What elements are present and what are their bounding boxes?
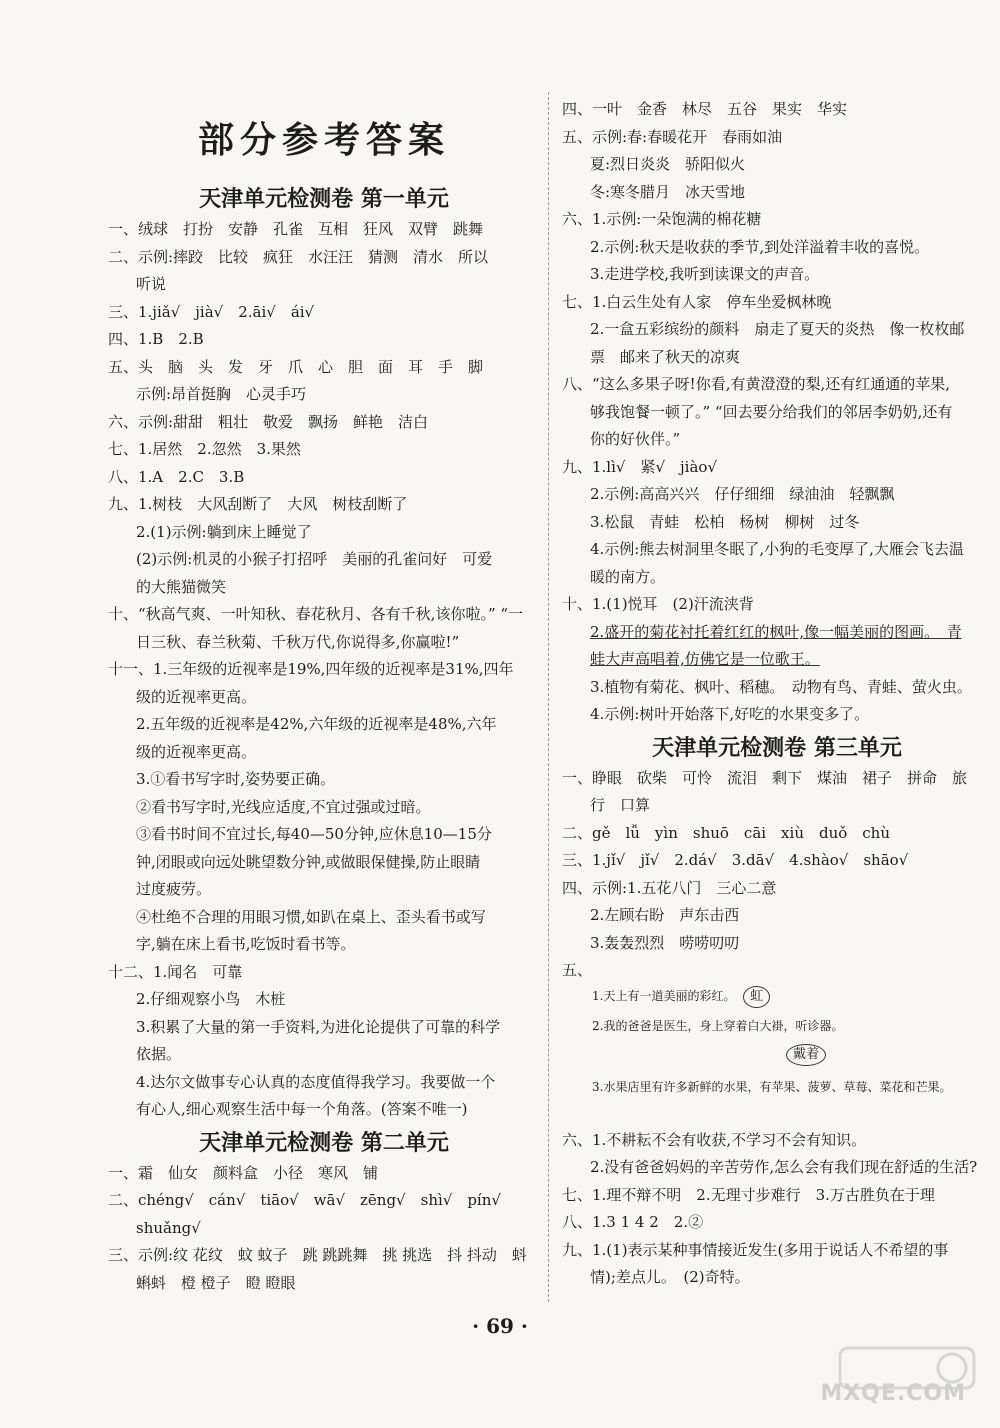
answer-line: 依据。	[136, 1045, 182, 1063]
answer-line: 四、一叶 金香 林尽 五谷 果实 华实	[562, 100, 848, 118]
answer-line: 八、“这么多果子呀!你看,有黄澄澄的梨,还有红通通的苹果,	[562, 375, 951, 393]
answer-line: ③看书时间不宜过长,每40—50分钟,应休息10—15分	[136, 825, 492, 843]
answer-line: 一、睁眼 砍柴 可怜 流泪 剩下 煤油 裙子 拼命 旅	[562, 768, 968, 787]
answer-line: 六、示例:甜甜 粗壮 敬爱 飘扬 鲜艳 洁白	[108, 412, 429, 431]
unit1-answers	[108, 216, 540, 1124]
answer-line: 3.轰轰烈烈 唠唠叨叨	[590, 933, 740, 952]
answer-line: 2.一盒五彩缤纷的颜料 扇走了夏天的炎热 像一枚枚邮	[590, 320, 965, 338]
answer-line: 五、头 脑 头 发 牙 爪 心 胆 面 耳 手 脚	[108, 357, 484, 376]
left-column	[108, 96, 540, 1297]
answer-line: 3.松鼠 青蛙 松柏 杨树 柳树 过冬	[590, 512, 860, 531]
answer-line: ②看书写字时,光线应适度,不宜过强或过暗。	[136, 797, 431, 816]
answer-line: 蝌蚪 橙 橙子 瞪 瞪眼	[136, 1273, 296, 1292]
answer-line: 八、1.3 1 4 2 2.②	[562, 1213, 704, 1231]
answer-line: ④杜绝不合理的用眼习惯,如趴在桌上、歪头看书或写	[136, 907, 486, 926]
answer-line: 四、示例:1.五花八门 三心二意	[562, 878, 777, 897]
answer-line: 五、	[562, 961, 593, 979]
answer-line: 八、1.A 2.C 3.B	[108, 467, 245, 486]
unit1-title: 天津单元检测卷 第一单元	[199, 186, 449, 212]
answer-line: 3.①看书写字时,姿势要正确。	[136, 770, 336, 788]
answer-line: 三、示例:纹 花纹 蚊 蚊子 跳 跳跳舞 挑 挑选 抖 抖动 蚪	[108, 1246, 527, 1264]
answer-line: 你的好伙伴。”	[590, 430, 681, 448]
answer-line: 七、1.居然 2.忽然 3.果然	[108, 440, 301, 458]
answer-line: 示例:昂首挺胸 心灵手巧	[136, 385, 307, 403]
answer-line: 二、示例:摔跤 比较 疯狂 水汪汪 猜测 清水 所以	[108, 247, 489, 266]
answer-line: 九、1.树枝 大风刮断了 大风 树枝刮断了	[108, 495, 408, 513]
answer-line: 夏:烈日炎炎 骄阳似火	[590, 155, 746, 173]
answer-line: 暖的南方。	[590, 567, 666, 586]
answer-line: 五、示例:春:春暖花开 春雨如油	[562, 127, 783, 146]
figure-sentence-1: 1.天上有一道美丽的彩红。 虹	[562, 981, 992, 1011]
page-title: 部分参考答案	[197, 119, 450, 161]
answer-line: 有心人,细心观察生活中每一个角落。(答案不唯一)	[136, 1100, 468, 1118]
answer-line: 够我饱餐一顿了。” “回去要分给我们的邻居李奶奶,还有	[590, 402, 953, 421]
unit3-title: 天津单元检测卷 第三单元	[652, 734, 902, 761]
unit3-answers	[562, 765, 992, 985]
watermark-logo	[820, 1342, 982, 1412]
answer-line: 3.积累了大量的第一手资料,为进化论提供了可靠的科学	[136, 1017, 501, 1036]
column-divider	[548, 92, 549, 1302]
answer-line: 情);差点儿。 (2)奇特。	[590, 1268, 750, 1286]
answer-line: 一、霜 仙女 颜料盒 小径 寒风 铺	[108, 1163, 379, 1182]
figure-sentence-3: 3.水果店里有许多新鲜的水果，有苹果、菠萝、草莓、菜花和芒果。	[592, 1079, 952, 1094]
answer-line: 2.(1)示例:躺到床上睡觉了	[136, 522, 312, 541]
answer-line: 九、1.lì√ 紧√ jiào√	[562, 457, 718, 476]
answer-line: 四、1.B 2.B	[108, 330, 204, 348]
answer-line: 七、1.理不辩不明 2.无理寸步难行 3.万古胜负在于理	[562, 1185, 935, 1204]
answer-line: 十二、1.闻名 可靠	[108, 962, 243, 981]
answer-line: 十、1.(1)悦耳 (2)汗流浃背	[562, 595, 754, 613]
right-column	[562, 96, 992, 1292]
answer-line: 三、1.jiǎ√ jià√ 2.āi√ ái√	[108, 302, 315, 321]
answer-line: 过度疲劳。	[136, 880, 212, 898]
answer-line: 票 邮来了秋天的凉爽	[590, 347, 741, 366]
unit3-answers-continued	[562, 1127, 992, 1292]
answer-line: 3.走进学校,我听到读课文的声音。	[590, 265, 820, 283]
answer-line: 日三秋、春兰秋菊、千秋万代,你说得多,你赢啦!”	[136, 632, 460, 651]
answer-line: 六、1.不耕耘不会有收获,不学习不会有知识。	[562, 1130, 867, 1149]
answer-line: 4.达尔文做事专心认真的态度值得我学习。我要做一个	[136, 1072, 496, 1091]
correction-figure	[562, 981, 992, 1127]
watermark-site-text: MXQE.COM	[820, 1381, 966, 1406]
unit2-answers	[108, 1160, 540, 1298]
unit2-title: 天津单元检测卷 第二单元	[199, 1129, 449, 1156]
answer-line: 4.示例:树叶开始落下,好吃的水果变多了。	[590, 705, 870, 723]
figure-mark-row-2	[562, 1041, 992, 1067]
answer-line: 三、1.jǐ√ jǐ√ 2.dá√ 3.dā√ 4.shào√ shāo√	[562, 851, 909, 869]
answer-line: 2.示例:秋天是收获的季节,到处洋溢着丰收的喜悦。	[590, 237, 930, 256]
answer-line: 六、1.示例:一朵饱满的棉花糖	[562, 210, 762, 228]
answer-line: (2)示例:机灵的小猴子打招呼 美丽的孔雀问好 可爱	[136, 550, 493, 568]
answer-line: 钟,闭眼或向远处眺望数分钟,或做眼保健操,防止眼睛	[136, 852, 481, 871]
answer-line: 2.左顾右盼 声东击西	[590, 906, 740, 924]
figure-sentence-2: 2.我的爸爸是医生，身上穿着白大褂，听诊器。	[592, 1018, 844, 1033]
answer-line: 二、gě lǚ yìn shuō cāi xiù duǒ chù	[562, 823, 890, 842]
answer-line: 级的近视率更高。	[136, 687, 257, 706]
answer-line: 字,躺在床上看书,吃饭时看书等。	[136, 935, 356, 953]
answer-line: 九、1.(1)表示某种事情接近发生(多用于说话人不希望的事	[562, 1240, 949, 1259]
correction-mark-2: 戴着	[786, 1044, 826, 1066]
answer-line: 七、1.白云生处有人家 停车坐爱枫林晚	[562, 292, 832, 311]
answer-line: 2.仔细观察小鸟 木桩	[136, 990, 286, 1008]
unit2-answers-continued	[562, 96, 992, 729]
answer-line: 十、“秋高气爽、一叶知秋、春花秋月、各有千秋,该你啦。” “一	[108, 605, 524, 623]
answer-line: 听说	[136, 275, 167, 293]
answer-line: 2.五年级的近视率是42%,六年级的近视率是48%,六年	[136, 715, 497, 733]
answer-line: 2.盛开的菊花衬托着红红的枫叶,像一幅美丽的图画。 青	[590, 622, 962, 641]
answer-line: 行 口算	[590, 796, 651, 814]
answer-line: 十一、1.三年级的近视率是19%,四年级的近视率是31%,四年	[108, 660, 514, 678]
answer-line: 3.植物有菊花、枫叶、稻穗。 动物有鸟、青蛙、萤火虫。	[590, 677, 972, 696]
answer-line: 4.示例:熊去树洞里冬眠了,小狗的毛变厚了,大雁会飞去温	[590, 540, 964, 558]
answer-line: 2.没有爸爸妈妈的辛苦劳作,怎么会有我们现在舒适的生活?	[590, 1158, 978, 1176]
answer-line: 的大熊猫微笑	[136, 577, 227, 596]
answer-line: 蛙大声高唱着,仿佛它是一位歌王。	[590, 650, 820, 668]
answer-line: 冬:寒冬腊月 冰天雪地	[590, 182, 746, 201]
answer-line: shuǎng√	[136, 1218, 201, 1237]
answer-line: 级的近视率更高。	[136, 742, 257, 761]
answer-line: 2.示例:高高兴兴 仔仔细细 绿油油 轻飘飘	[590, 485, 895, 503]
correction-mark-1: 虹	[743, 986, 770, 1008]
answer-line: 一、绒球 打扮 安静 孔雀 互相 狂风 双臂 跳舞	[108, 220, 484, 238]
page-number: · 69 ·	[472, 1314, 528, 1338]
answer-line: 二、chéng√ cán√ tiāo√ wā√ zēng√ shì√ pín√	[108, 1191, 501, 1209]
